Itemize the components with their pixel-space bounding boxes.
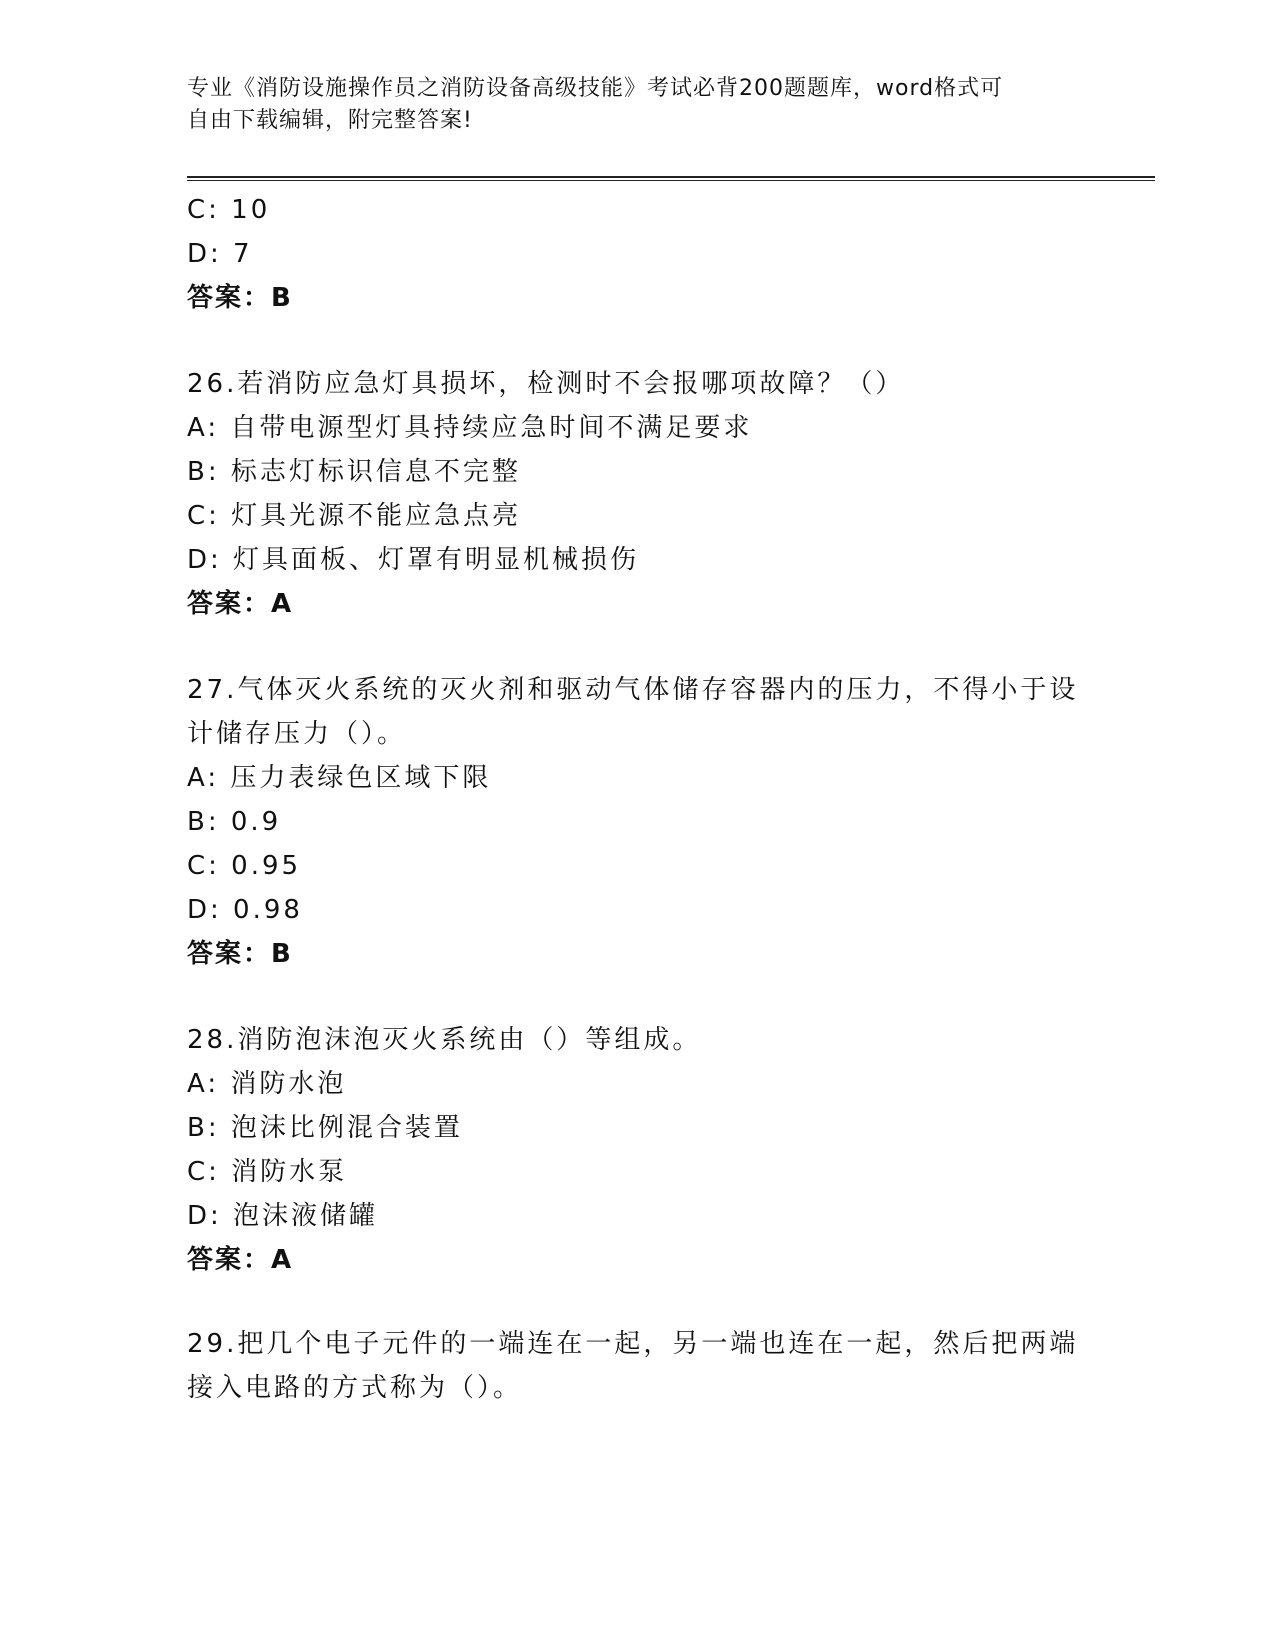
q27-question-line-1: 27.气体灭火系统的灭火剂和驱动气体储存容器内的压力，不得小于设 [187, 675, 1079, 705]
q28-option-c: C: 消防水泵 [187, 1157, 348, 1187]
q27-question-line-2: 计储存压力（）。 [187, 719, 407, 749]
q27-option-c: C: 0.95 [187, 851, 302, 881]
q26-question: 26.若消防应急灯具损坏，检测时不会报哪项故障？（） [187, 369, 905, 399]
q28-option-a: A: 消防水泡 [187, 1069, 347, 1099]
q27-option-b: B: 0.9 [187, 807, 282, 837]
q26-option-b: B: 标志灯标识信息不完整 [187, 457, 521, 487]
q27-answer: 答案：B [187, 939, 293, 969]
q28-option-d: D: 泡沫液储罐 [187, 1201, 379, 1231]
q25-option-d: D: 7 [187, 239, 253, 269]
q25-answer: 答案：B [187, 283, 293, 313]
q27-option-d: D: 0.98 [187, 895, 303, 925]
q28-question: 28.消防泡沫泡灭火系统由（）等组成。 [187, 1025, 702, 1055]
q27-option-a: A: 压力表绿色区域下限 [187, 763, 492, 793]
q26-option-a: A: 自带电源型灯具持续应急时间不满足要求 [187, 413, 753, 443]
q29-question-line-2: 接入电路的方式称为（）。 [187, 1373, 523, 1403]
document-header [187, 73, 1087, 137]
q28-answer: 答案：A [187, 1245, 294, 1275]
q26-option-c: C: 灯具光源不能应急点亮 [187, 501, 522, 531]
q26-option-d: D: 灯具面板、灯罩有明显机械损伤 [187, 545, 640, 575]
q29-question-line-1: 29.把几个电子元件的一端连在一起，另一端也连在一起，然后把两端 [187, 1329, 1079, 1359]
header-divider [187, 176, 1155, 181]
q28-option-b: B: 泡沫比例混合装置 [187, 1113, 463, 1143]
q25-option-c: C: 10 [187, 195, 271, 225]
q26-answer: 答案：A [187, 589, 294, 619]
header-title-line-2: 自由下载编辑，附完整答案! [187, 108, 473, 133]
header-title-line-1: 专业《消防设施操作员之消防设备高级技能》考试必背200题题库，word格式可 [187, 76, 1004, 101]
